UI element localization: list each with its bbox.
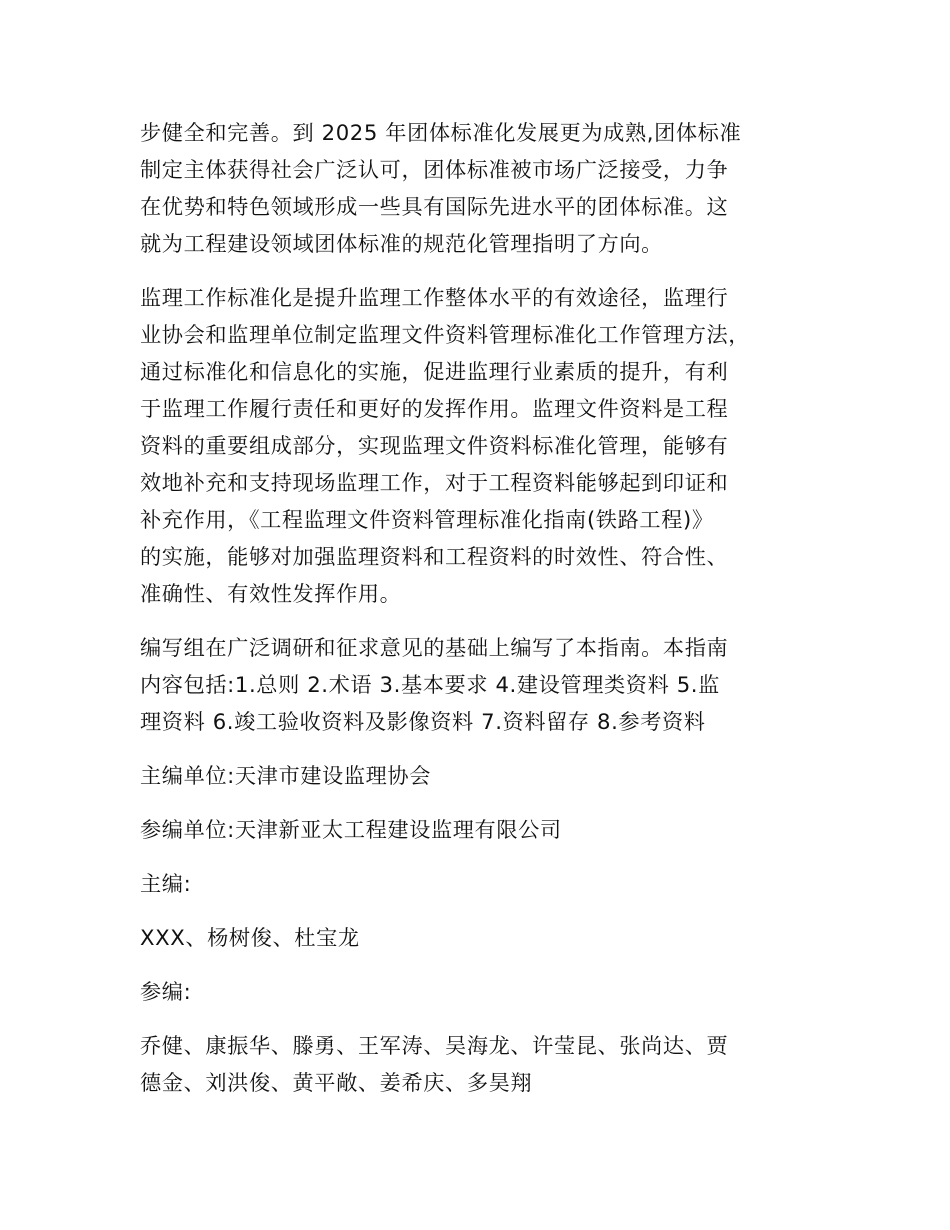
paragraph-supervision-standardization bbox=[140, 279, 830, 612]
text-line: 制定主体获得社会广泛认可，团体标准被市场广泛接受，力争 bbox=[140, 157, 729, 182]
text-line: XXX、杨树俊、杜宝龙 bbox=[140, 925, 360, 950]
text-line: 补充作用，《工程监理文件资料管理标准化指南(铁路工程)》 bbox=[140, 507, 714, 532]
text-line: 理资料 6.竣工验收资料及影像资料 7.资料留存 8.参考资料 bbox=[140, 709, 706, 734]
text-line: 准确性、有效性发挥作用。 bbox=[140, 581, 402, 606]
text-line: 在优势和特色领域形成一些具有国际先进水平的团体标准。这 bbox=[140, 194, 729, 219]
paragraph-participating-unit bbox=[140, 811, 830, 848]
text-line: 的实施，能够对加强监理资料和工程资料的时效性、符合性、 bbox=[140, 544, 729, 569]
text-line: 乔健、康振华、滕勇、王军涛、吴海龙、许莹昆、张尚达、贾 bbox=[140, 1033, 729, 1058]
text-line: 于监理工作履行责任和更好的发挥作用。监理文件资料是工程 bbox=[140, 396, 729, 421]
paragraph-standardization-goals bbox=[140, 114, 830, 262]
text-line: 编写组在广泛调研和征求意见的基础上编写了本指南。本指南 bbox=[140, 635, 729, 660]
text-line: 就为工程建设领域团体标准的规范化管理指明了方向。 bbox=[140, 231, 663, 256]
text-line: 主编单位:天津市建设监理协会 bbox=[140, 763, 431, 788]
paragraph-chief-editor-heading bbox=[140, 865, 830, 902]
text-line: 效地补充和支持现场监理工作，对于工程资料能够起到印证和 bbox=[140, 470, 729, 495]
text-line: 内容包括:1.总则 2.术语 3.基本要求 4.建设管理类资料 5.监 bbox=[140, 672, 720, 697]
paragraph-contributors-heading bbox=[140, 973, 830, 1010]
text-line: 主编: bbox=[140, 871, 192, 896]
document-page bbox=[140, 114, 830, 1118]
paragraph-chief-editor-unit bbox=[140, 757, 830, 794]
text-line: 参编单位:天津新亚太工程建设监理有限公司 bbox=[140, 817, 562, 842]
text-line: 德金、刘洪俊、黄平敞、姜希庆、多昊翔 bbox=[140, 1070, 533, 1095]
paragraph-contributors-names bbox=[140, 1027, 830, 1101]
text-line: 监理工作标准化是提升监理工作整体水平的有效途径，监理行 bbox=[140, 285, 729, 310]
text-line: 业协会和监理单位制定监理文件资料管理标准化工作管理方法， bbox=[140, 322, 751, 347]
text-line: 通过标准化和信息化的实施，促进监理行业素质的提升，有利 bbox=[140, 359, 729, 384]
text-line: 资料的重要组成部分，实现监理文件资料标准化管理，能够有 bbox=[140, 433, 729, 458]
paragraph-chief-editor-names bbox=[140, 919, 830, 956]
text-line: 参编: bbox=[140, 979, 192, 1004]
paragraph-guide-contents bbox=[140, 629, 830, 740]
text-line: 步健全和完善。到 2025 年团体标准化发展更为成熟,团体标准 bbox=[140, 120, 742, 145]
